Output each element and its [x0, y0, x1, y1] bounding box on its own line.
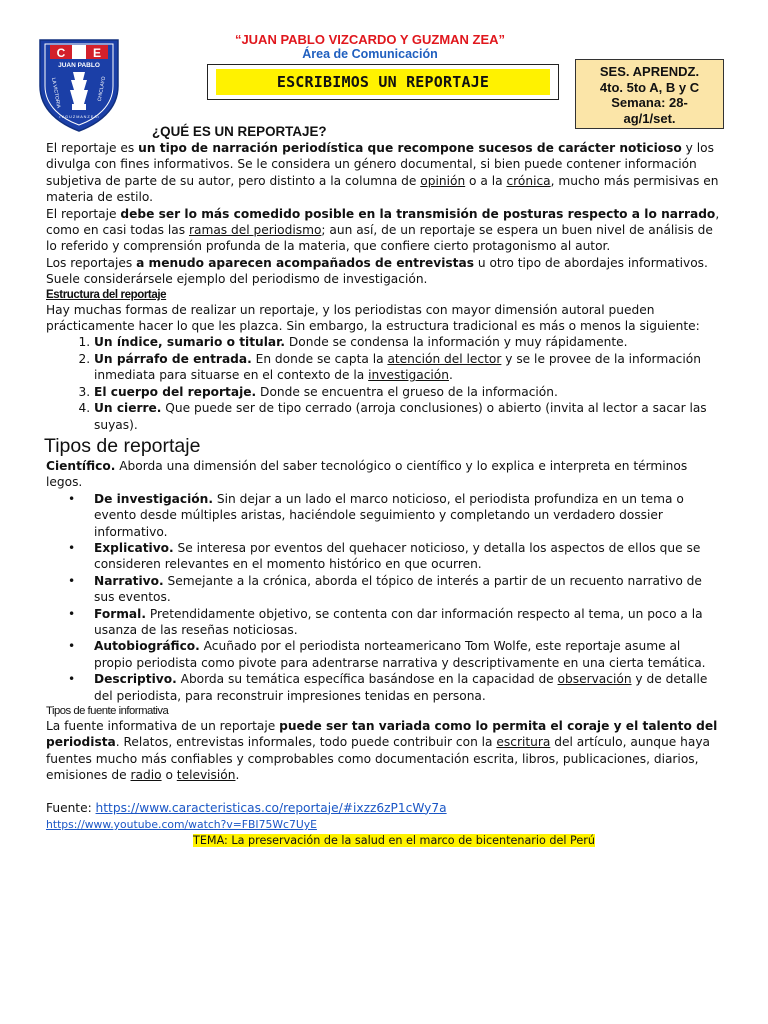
link-escritura[interactable]: escritura	[496, 735, 551, 750]
text: El reportaje	[46, 206, 121, 221]
bold-text: Explicativo.	[94, 540, 174, 555]
text: o a la	[465, 173, 507, 188]
link-observacion[interactable]: observación	[557, 672, 632, 687]
session-line: ag/1/set.	[623, 110, 676, 126]
link-investigacion[interactable]: investigación	[368, 368, 449, 383]
text: La fuente informativa de un reportaje	[46, 719, 280, 733]
bold-text: De investigación.	[94, 491, 213, 506]
text: Se interesa por eventos del quehacer noticioso, y detalla los aspectos de ellos que se consideren relevantes en el momento histórico en que ocurren.	[94, 540, 701, 572]
link-radio[interactable]: radio	[130, 768, 162, 783]
text: Aborda una dimensión del saber tecnológico o científico y lo explica e interpreta en términos legos.	[46, 458, 688, 490]
bullet-icon: •	[68, 540, 76, 555]
list-item	[94, 384, 722, 400]
area-subtitle: Área de Comunicación	[302, 47, 438, 61]
text: Semejante a la crónica, aborda el tópico de interés a partir de un recuento narrativo de sus eventos.	[94, 573, 702, 605]
link-atencion-lector[interactable]: atención del lector	[387, 351, 502, 366]
source-link-caracteristicas[interactable]: https://www.caracteristicas.co/reportaje/#ixzz6zP1cWy7a	[95, 800, 447, 815]
text: Que puede ser de tipo cerrado (arroja conclusiones) o abierto (invita al lector a sacar las suyas).	[94, 401, 707, 432]
bold-text: El cuerpo del reportaje.	[94, 384, 257, 399]
bullet-icon: •	[68, 606, 76, 621]
document-title: ESCRIBIMOS UN REPORTAJE	[216, 69, 550, 95]
bold-text: Un párrafo de entrada.	[94, 351, 252, 366]
svg-text:• V G U Z M A N Z E A •: • V G U Z M A N Z E A •	[59, 115, 99, 119]
text: y de detalle del periodista, para reconstruir impresiones tenidas en persona.	[94, 672, 708, 703]
bold-text: Descriptivo.	[94, 672, 177, 687]
bold-text: Narrativo.	[94, 573, 164, 588]
tema-highlight: TEMA: La preservación de la salud en el marco de bicentenario del Perú	[193, 834, 595, 848]
text: ; aun así, de un reportaje se espera un buen nivel de análisis de lo referido y comprensión profunda de la materia, que confiere cierto protagonismo al autor.	[46, 223, 713, 254]
session-line: SES. APRENDZ.	[599, 64, 700, 79]
tipo-cientifico	[46, 458, 722, 491]
text: u otro tipo de abordajes informativos. Suele considerársele ejemplo del periodismo de investigación.	[46, 255, 708, 287]
section-heading-que-es: ¿QUÉ ES UN REPORTAJE?	[152, 124, 327, 139]
list-item	[68, 491, 722, 540]
title-box	[207, 64, 559, 100]
bold-text: Un cierre.	[94, 401, 162, 416]
section-heading-tipos: Tipos de reportaje	[44, 434, 201, 457]
bullet-icon: •	[68, 573, 76, 588]
svg-text:JUAN PABLO: JUAN PABLO	[58, 62, 100, 69]
bold-text: Un índice, sumario o titular.	[94, 335, 286, 350]
bold-text: puede ser tan variada como lo permita el coraje y el talento del periodista	[46, 719, 718, 750]
tema-line	[46, 833, 722, 849]
session-info-box	[575, 59, 724, 129]
svg-text:LA VICTORIA: LA VICTORIA	[50, 77, 62, 109]
bullet-icon: •	[68, 672, 76, 687]
section-heading-fuentes: Tipos de fuente informativa	[46, 705, 169, 717]
estructura-intro: Hay muchas formas de realizar un reportaje, y los periodistas con mayor dimensión autoral pueden prácticamente hacer lo que les plazca. Sin embargo, la estructura tradicional es más o menos la siguiente:	[46, 302, 700, 334]
bullet-icon: •	[68, 639, 76, 654]
list-item	[94, 334, 722, 350]
session-line: Semana: 28-	[611, 95, 688, 110]
source-line-2	[46, 816, 722, 833]
text: Sin dejar a un lado el marco noticioso, el periodista profundiza en un tema o evento desde múltiples aristas, haciéndole seguimiento y completando un verdadero dossier informativo.	[94, 491, 684, 539]
bold-text: debe ser lo más comedido posible en la transmisión de posturas respecto a lo narrado	[120, 206, 716, 221]
bold-text: Autobiográfico.	[94, 639, 200, 654]
school-name: “JUAN PABLO VIZCARDO Y GUZMAN ZEA”	[234, 32, 506, 47]
intro-paragraph-1	[46, 140, 722, 206]
bold-text: Científico.	[46, 458, 116, 473]
text: Donde se encuentra el grueso de la información.	[256, 384, 558, 399]
source-line	[46, 800, 722, 816]
svg-text:E: E	[92, 46, 102, 60]
link-ramas-periodismo[interactable]: ramas del periodismo	[188, 223, 322, 238]
text: Donde se condensa la información y muy rápidamente.	[285, 335, 628, 350]
text: El reportaje es	[46, 141, 139, 155]
bullet-icon: •	[68, 491, 76, 506]
tipos-list	[46, 491, 722, 704]
list-item	[68, 671, 722, 704]
bold-text: un tipo de narración periodística que recompone sucesos de carácter noticioso	[138, 141, 682, 155]
source-label: Fuente:	[46, 800, 96, 815]
text: Los reportajes	[46, 255, 137, 270]
link-television[interactable]: televisión	[176, 768, 236, 783]
text: y se le provee de la información inmediata para situarse en el contexto de la	[94, 351, 701, 383]
list-item	[94, 400, 722, 433]
link-opinion[interactable]: opinión	[420, 173, 466, 188]
list-item	[94, 351, 722, 384]
text: En donde se capta la	[251, 351, 388, 366]
text: o	[161, 768, 177, 783]
fuentes-paragraph	[46, 718, 722, 784]
estructura-list	[46, 334, 722, 432]
document-body	[46, 124, 722, 850]
bold-text: a menudo aparecen acompañados de entrevistas	[136, 255, 474, 270]
session-line: 4to. 5to A, B y C	[599, 79, 700, 95]
bold-text: Formal.	[94, 606, 146, 621]
text: . Relatos, entrevistas informales, todo puede contribuir con la	[115, 735, 497, 750]
text: Acuñado por el periodista norteamericano Tom Wolfe, este reportaje asume al propio periodista como pivote para adentrarse narrativa y descriptivamente en una cierta temática.	[94, 639, 706, 670]
section-heading-estructura: Estructura del reportaje	[46, 288, 167, 301]
list-item	[68, 638, 722, 671]
svg-text:C: C	[56, 46, 66, 60]
svg-text:CHICLAYO: CHICLAYO	[96, 76, 108, 102]
text: Aborda su temática específica basándose en la capacidad de	[176, 672, 558, 687]
text: y los divulga con fines informativos. Se le considera un género documental, si bien puede contener información subjetiva de parte de su autor, pero distinto a la columna de	[46, 141, 714, 188]
text: del artículo, aunque haya fuentes mucho más confiables y comprobables como documentación escrita, libros, publicaciones, diarios, emisiones de	[46, 735, 710, 783]
list-item	[68, 540, 722, 573]
text: Pretendidamente objetivo, se contenta con dar información respecto al tema, un poco a la usanza de las reseñas noticiosas.	[94, 606, 703, 637]
link-cronica[interactable]: crónica	[506, 173, 551, 188]
intro-paragraph-3	[46, 255, 722, 288]
school-crest-logo	[38, 34, 120, 132]
text: .	[448, 368, 453, 383]
text: , mucho más permisivas en materia de estilo.	[46, 173, 719, 205]
list-item	[68, 606, 722, 639]
source-link-youtube[interactable]: https://www.youtube.com/watch?v=FBI75Wc7UyE	[46, 818, 317, 832]
intro-paragraph-2	[46, 206, 722, 255]
text: .	[235, 768, 240, 783]
list-item	[68, 573, 722, 606]
text: , como en casi todas las	[46, 206, 720, 238]
